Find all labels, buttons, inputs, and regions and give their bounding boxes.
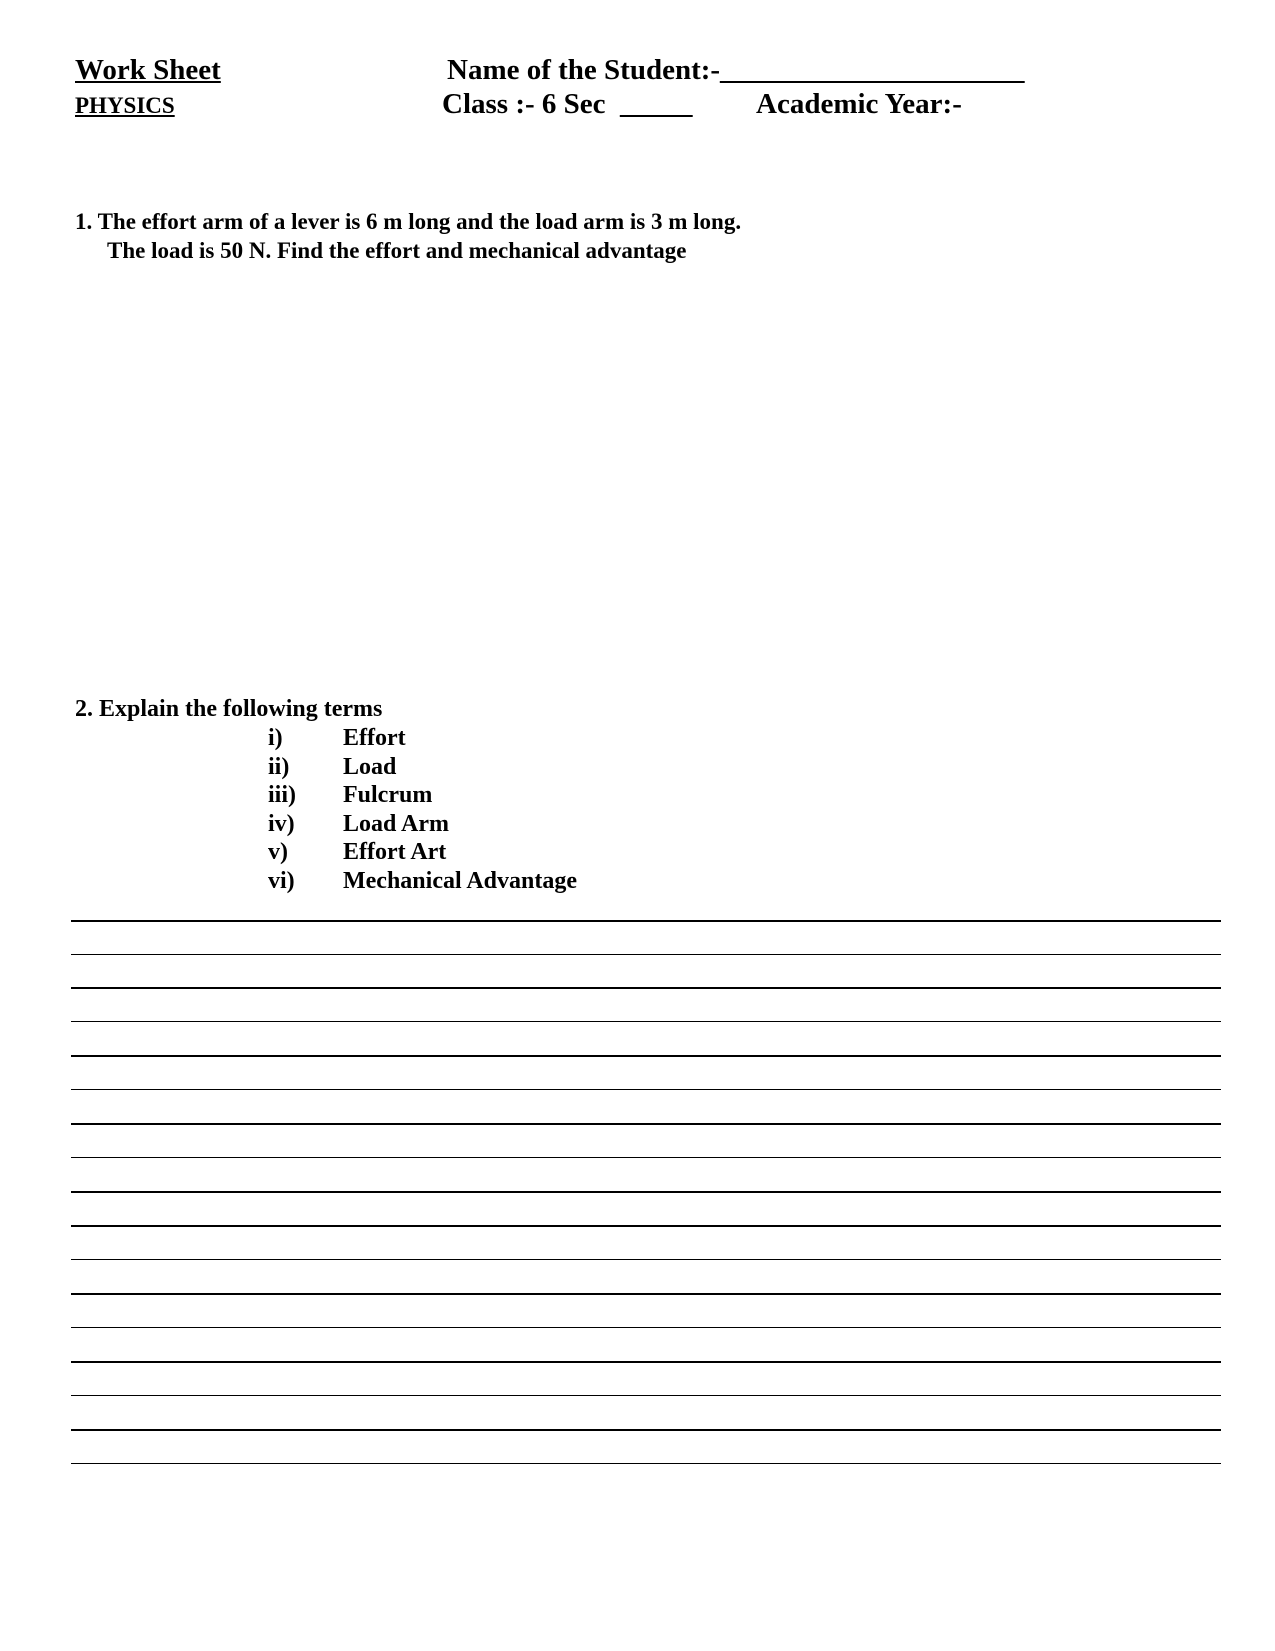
term-number: ii) xyxy=(268,753,290,780)
academic-year-field: Academic Year:- xyxy=(756,88,962,120)
term-number: iv) xyxy=(268,810,295,837)
answer-line xyxy=(71,1259,1221,1260)
question-1-line-2: The load is 50 N. Find the effort and mechanical advantage xyxy=(107,238,687,263)
question-2-prompt: 2. Explain the following terms xyxy=(75,696,383,722)
answer-line xyxy=(71,1463,1221,1464)
answer-line xyxy=(71,1395,1221,1396)
answer-line xyxy=(71,1021,1221,1022)
term-number: vi) xyxy=(268,867,295,894)
class-field: Class :- 6 Sec _____ xyxy=(442,88,693,120)
answer-line xyxy=(71,1055,1221,1057)
answer-line xyxy=(71,987,1221,989)
term-label: Load Arm xyxy=(343,810,450,837)
answer-line xyxy=(71,920,1221,922)
question-1-line-1: 1. The effort arm of a lever is 6 m long and the load arm is 3 m long. xyxy=(75,209,742,234)
answer-line xyxy=(71,1429,1221,1431)
answer-line xyxy=(71,1361,1221,1363)
answer-lines xyxy=(71,0,1221,1651)
answer-line xyxy=(71,1191,1221,1193)
worksheet-title: Work Sheet xyxy=(75,54,221,86)
term-number: iii) xyxy=(268,782,296,809)
term-label: Fulcrum xyxy=(343,782,433,809)
answer-line xyxy=(71,1225,1221,1227)
term-label: Load xyxy=(343,753,397,780)
term-number: v) xyxy=(268,839,288,866)
subject-label: PHYSICS xyxy=(75,93,175,118)
term-label: Mechanical Advantage xyxy=(343,867,577,894)
answer-line xyxy=(71,1327,1221,1328)
answer-line xyxy=(71,1123,1221,1125)
answer-line xyxy=(71,1157,1221,1158)
answer-line xyxy=(71,1089,1221,1090)
term-label: Effort Art xyxy=(343,839,447,866)
term-number: i) xyxy=(268,725,283,751)
term-label: Effort xyxy=(343,725,406,751)
answer-line xyxy=(71,954,1221,955)
student-name-field: Name of the Student:-_____________________ xyxy=(447,54,1025,86)
answer-line xyxy=(71,1293,1221,1295)
